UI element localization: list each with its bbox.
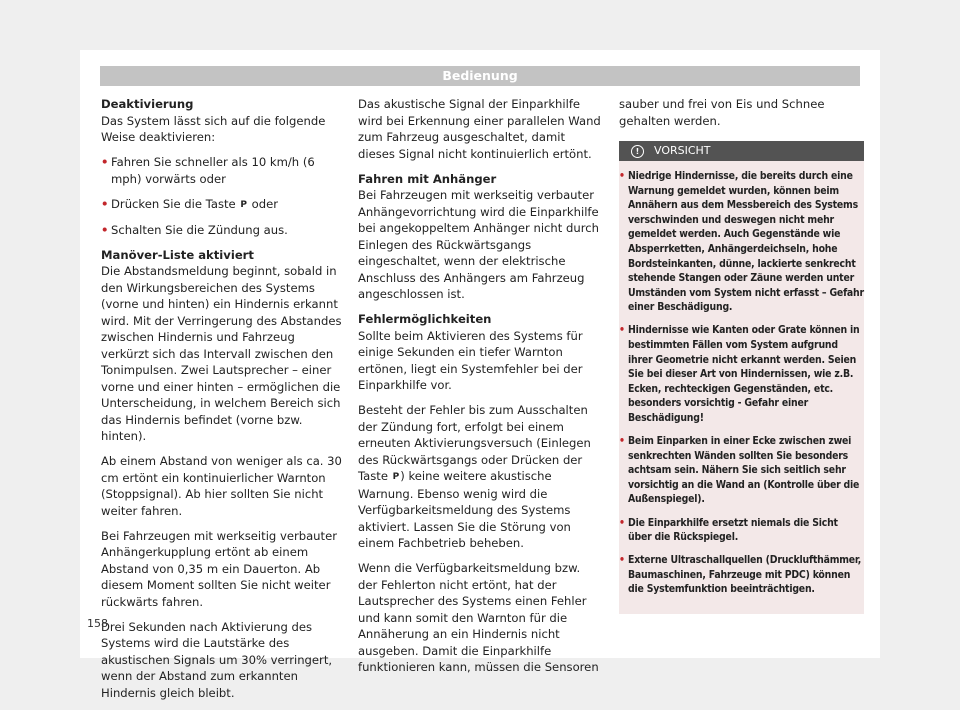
heading-fehlermoeglichkeiten: Fehlermöglichkeiten: [358, 312, 492, 326]
column-right: [619, 96, 864, 596]
heading-manoever-liste: Manöver-Liste aktiviert: [101, 247, 254, 262]
bullet-item: • Drücken Sie die Taste P oder: [101, 196, 344, 214]
heading-deaktivierung: Deaktivierung: [101, 97, 194, 111]
paragraph: Die Abstandsmeldung beginnt, sobald in den Wirkungsbereichen des Systems (vorne und hinten) ein Hindernis erkannt wird. Mit der Verringerung des Abstandes zwischen Hindernis und Fahrzeug verkürzt sich das Intervall zwischen den Tonimpulsen. Zwei Lautsprecher – einer vorne und einer hinten – ermöglichen die Unterscheidung, in welchem Bereich sich das Hindernis befindet (vorne bzw. hinten).: [101, 264, 342, 443]
paragraph: sauber und frei von Eis und Schnee gehalten werden.: [619, 97, 825, 128]
manual-page: [80, 50, 880, 700]
column-left: [101, 96, 344, 710]
caution-item: • Niedrige Hindernisse, die bereits durch eine Warnung gemeldet wurden, können beim Annähern aus dem Messbereich des Systems verschwinden und deswegen nicht mehr gemeldet werden. Auch Gegenstände wie Absperrketten, Anhängerdeichseln, hohe Bordsteinkanten, dünne, lackierte senkrecht stehende Stangen oder Zäune werden unter Umständen vom System nicht erfasst – Gefahr einer Beschädigung.: [619, 169, 864, 315]
paragraph: Sollte beim Aktivieren des Systems für einige Sekunden ein tiefer Warnton ertönen, liegt ein Systemfehler bei der Einparkhilfe vor.: [358, 328, 583, 392]
bullet-item: • Schalten Sie die Zündung aus.: [101, 222, 344, 239]
paragraph: Drei Sekunden nach Aktivierung des Systems wird die Lautstärke des akustischen Signals um 30% verringert, wenn der Abstand zum erkannten Hindernis gleich bleibt.: [101, 619, 333, 700]
heading-fahren-mit-anhaenger: Fahren mit Anhänger: [358, 171, 497, 186]
warning-icon: !: [631, 145, 644, 158]
caution-item: • Die Einparkhilfe ersetzt niemals die Sicht über die Rückspiegel.: [619, 516, 864, 545]
section-header: Bedienung: [100, 66, 860, 86]
page-number: 158: [87, 617, 108, 630]
caution-item: • Externe Ultraschallquellen (Drucklufthämmer, Baumaschinen, Fahrzeuge mit PDC) können die Systemfunktion beeinträchtigen.: [619, 553, 864, 597]
paragraph: Das akustische Signal der Einparkhilfe wird bei Erkennung einer parallelen Wand zum Fahrzeug ausgeschaltet, damit dieses Signal nicht kontinuierlich ertönt.: [358, 97, 601, 161]
caution-item: • Beim Einparken in einer Ecke zwischen zwei senkrechten Wänden sollten Sie besonders achtsam sein. Nähern Sie sich seitlich sehr vorsichtig an die Wand an (Kontrolle über die Außenspiegel).: [619, 434, 864, 507]
paragraph: Wenn die Verfügbarkeitsmeldung bzw. der Fehlerton nicht ertönt, hat der Lautsprecher des Systems einen Fehler und kann somit den Warnton für die Annäherung an ein Hindernis nicht ausgeben. Damit die Einparkhilfe funktionieren kann, müssen die Sensoren: [358, 561, 599, 674]
paragraph: Bei Fahrzeugen mit werkseitig verbauter Anhängevorrichtung wird die Einparkhilfe bei angekoppeltem Anhänger nicht durch Einlegen des Rückwärtsgangs eingeschaltet, wenn der elektrische Anschluss des Anhängers am Fahrzeug angeschlossen ist.: [358, 188, 599, 301]
paragraph: Ab einem Abstand von weniger als ca. 30 cm ertönt ein kontinuierlicher Warnton (Stoppsignal). Ab hier sollten Sie nicht weiter fahren.: [101, 454, 342, 518]
paragraph: Bei Fahrzeugen mit werkseitig verbauter Anhängerkupplung ertönt ab einem Abstand von 0,35 m ein Dauerton. Ab diesem Moment sollten Sie nicht weiter rückwärts fahren.: [101, 528, 337, 609]
park-assist-key-icon: P: [392, 472, 400, 482]
paragraph: Das System lässt sich auf die folgende Weise deaktivieren:: [101, 113, 326, 144]
caution-item: • Hindernisse wie Kanten oder Grate können in bestimmten Fällen vom System aufgrund ihrer Geometrie nicht erkannt werden. Seien Sie bei dieser Art von Hindernissen, wie z.B. Ecken, rechteckigen Gegenständen, etc. besonders vorsichtig - Gefahr einer Beschädigung!: [619, 323, 864, 425]
park-assist-key-icon: P: [240, 199, 247, 210]
caution-title: VORSICHT: [654, 144, 711, 157]
paragraph: Besteht der Fehler bis zum Ausschalten der Zündung fort, erfolgt bei einem erneuten Aktivierungsversuch (Einlegen des Rückwärtsgangs oder Drücken der Taste P) keine weitere akustische Warnung. Ebenso wenig wird die Verfügbarkeitsmeldung des Systems aktiviert. Lassen Sie die Störung von einem Fachbetrieb beheben.: [358, 403, 591, 550]
bullet-item: • Fahren Sie schneller als 10 km/h (6 mph) vorwärts oder: [101, 154, 344, 187]
caution-box: [619, 141, 864, 614]
caution-header: [619, 141, 864, 161]
column-middle: [358, 96, 601, 684]
